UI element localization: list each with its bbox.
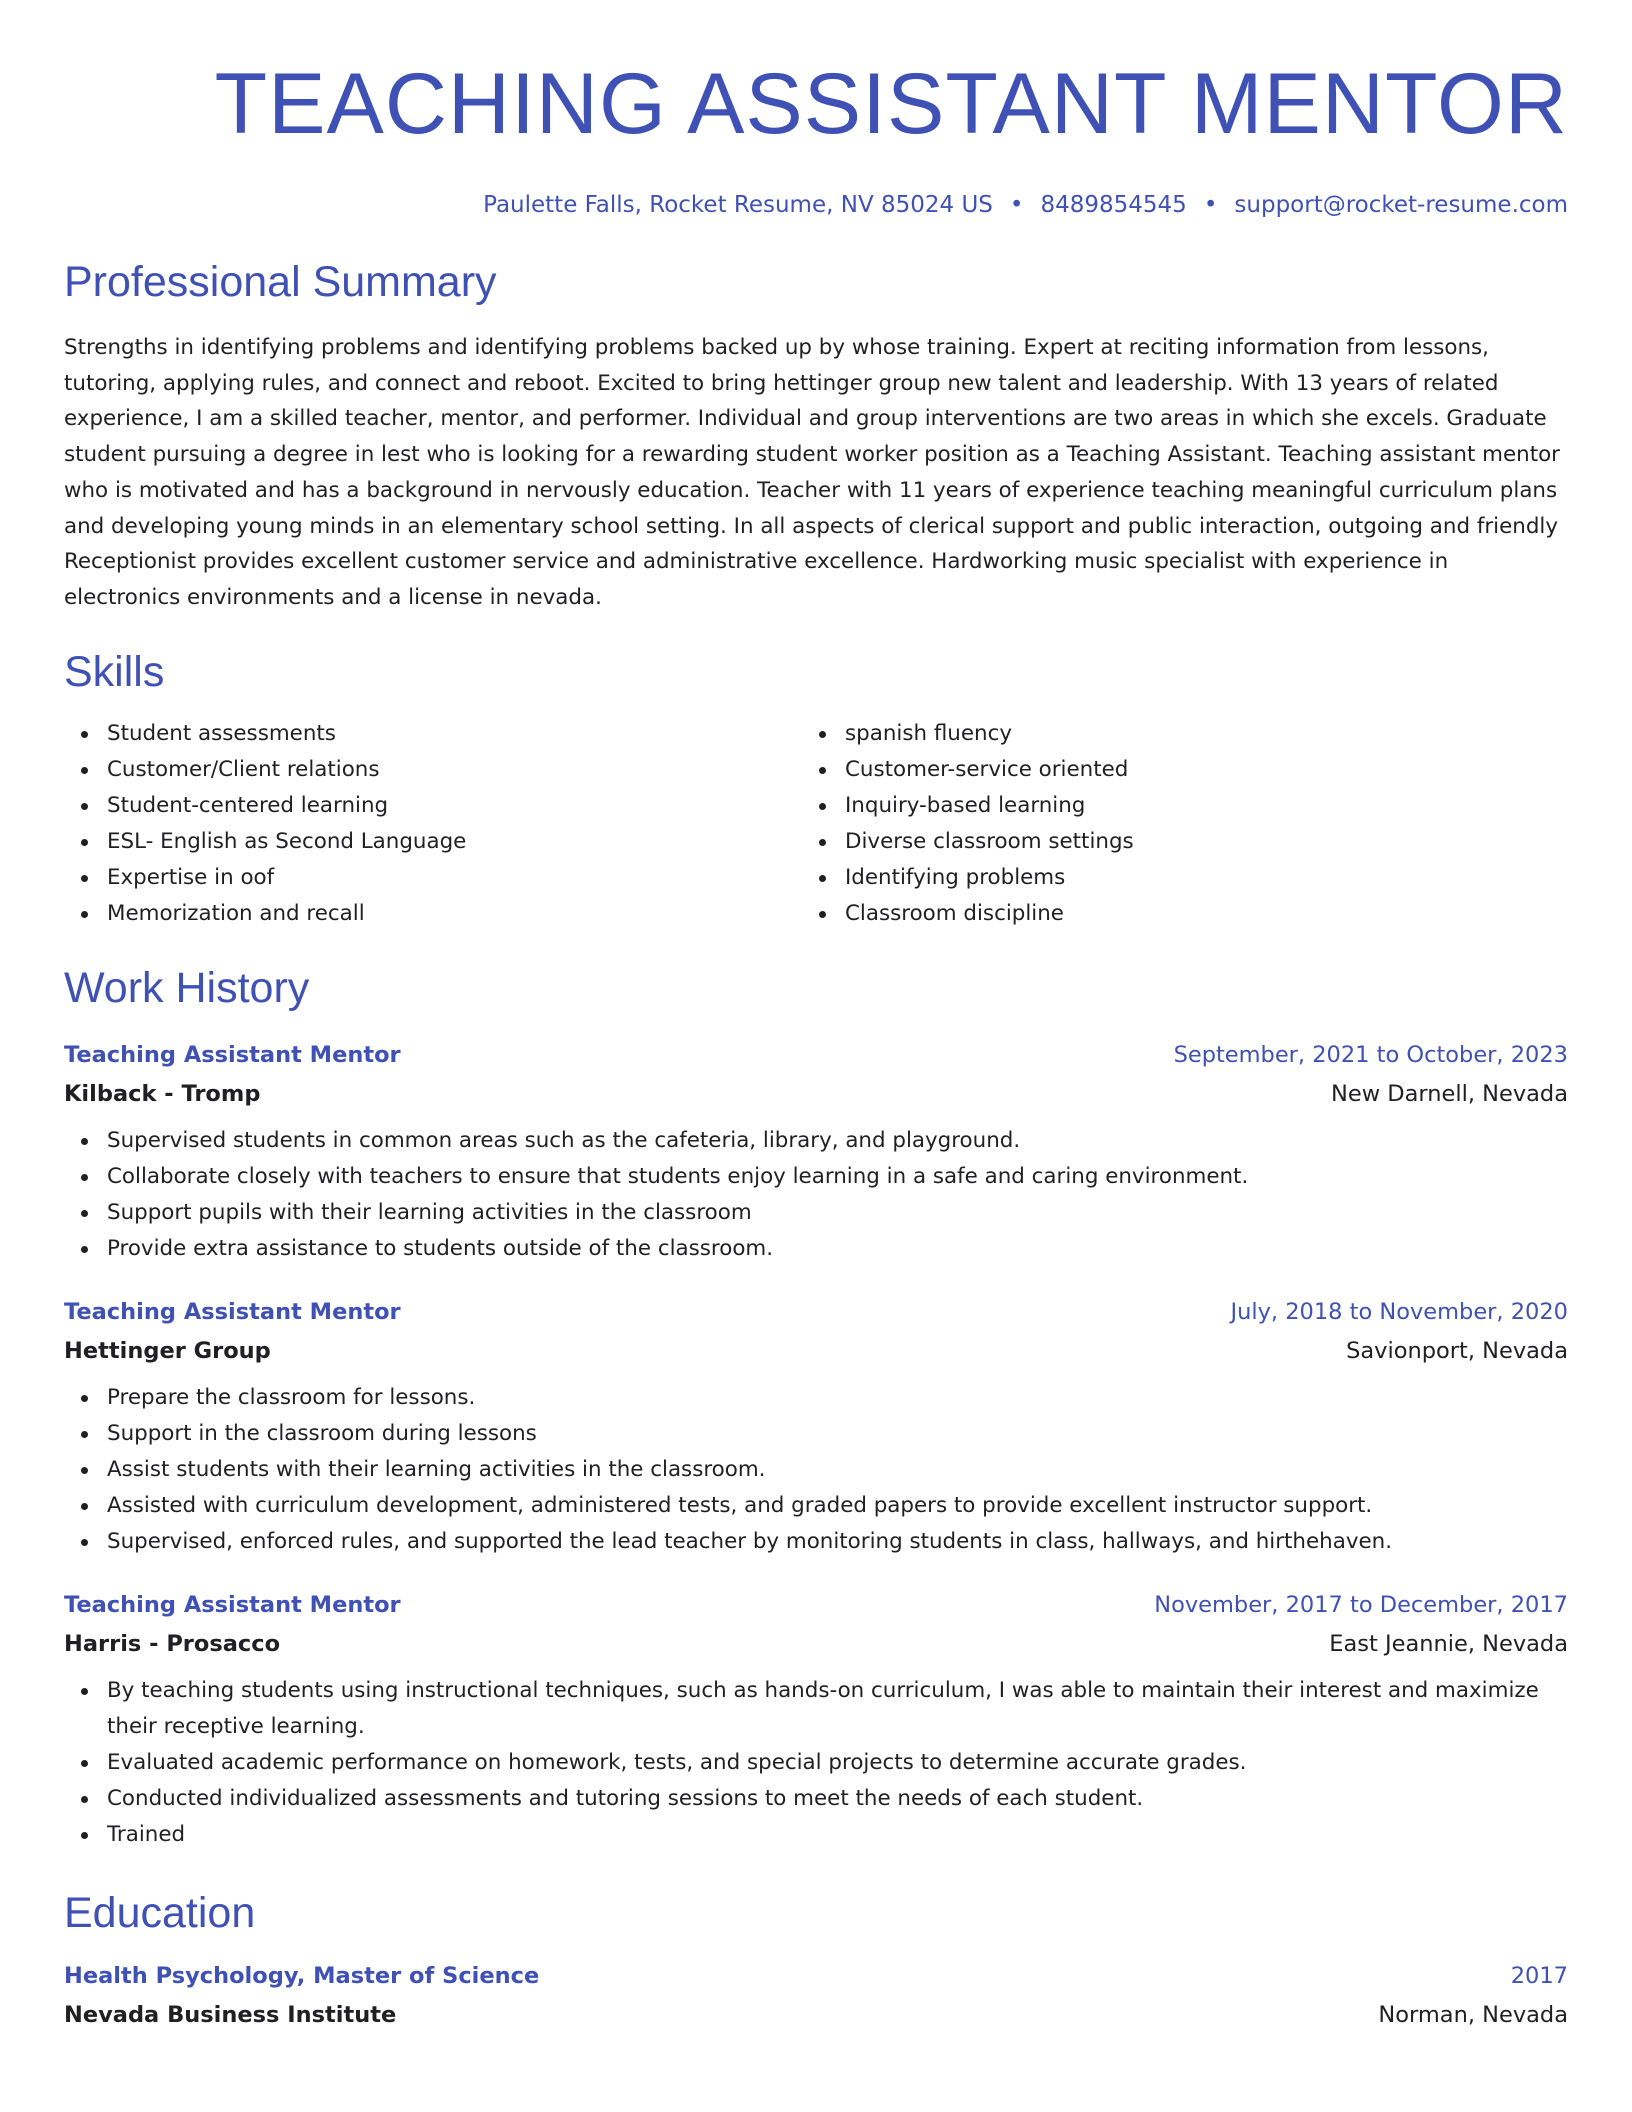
duty-item: Evaluated academic performance on homework, tests, and special projects to determine accurate grades. — [107, 1745, 1568, 1781]
skill-item: Diverse classroom settings — [845, 824, 1134, 860]
skill-item: ESL- English as Second Language — [107, 824, 802, 860]
skills-heading: Skills — [64, 647, 165, 696]
skill-item: Memorization and recall — [107, 896, 802, 932]
contact-phone: 8489854545 — [1040, 192, 1187, 218]
duty-item: Support pupils with their learning activities in the classroom — [107, 1195, 1568, 1231]
degree-name: Health Psychology, Master of Science — [64, 1962, 540, 1989]
contact-email: support@rocket-resume.com — [1234, 192, 1568, 218]
skill-item: Classroom discipline — [845, 896, 1134, 932]
education-heading: Education — [64, 1888, 256, 1937]
skill-item: Customer-service oriented — [845, 752, 1134, 788]
skill-item: spanish fluency — [845, 716, 1134, 752]
duty-item: Provide extra assistance to students outside of the classroom. — [107, 1231, 1568, 1267]
job-location: Savionport, Nevada — [1346, 1337, 1568, 1364]
contact-line — [64, 190, 1568, 220]
duty-item: Conducted individualized assessments and tutoring sessions to meet the needs of each student. — [107, 1781, 1568, 1817]
job-dates: September, 2021 to October, 2023 — [1173, 1041, 1568, 1068]
summary-text: Strengths in identifying problems and identifying problems backed up by whose training. Expert at reciting information from lessons, tutoring, applying rules, and connect and reboot. Excited to bring hettinger group new talent and leadership. With 13 years of related experience, I am a skilled teacher, mentor, and performer. Individual and group interventions are two areas in which she excels. Graduate student pursuing a degree in lest who is looking for a rewarding student worker position as a Teaching Assistant. Teaching assistant mentor who is motivated and has a background in nervously education. Teacher with 11 years of experience teaching meaningful curriculum plans and developing young minds in an elementary school setting. In all aspects of clerical support and public interaction, outgoing and friendly Receptionist provides excellent customer service and administrative excellence. Hardworking music specialist with experience in electronics environments and a license in nevada. — [64, 335, 1560, 610]
job-entry — [64, 1590, 1568, 1853]
job-title: Teaching Assistant Mentor — [64, 1591, 401, 1618]
skills-column-right — [802, 716, 1134, 932]
resume-title: TEACHING ASSISTANT MENTOR — [214, 56, 1568, 152]
duty-item: Trained — [107, 1817, 1568, 1853]
job-duties — [64, 1673, 1568, 1853]
duty-item: By teaching students using instructional techniques, such as hands-on curriculum, I was able to maintain their interest and maximize their receptive learning. — [107, 1673, 1568, 1745]
separator-dot: • — [1009, 192, 1024, 218]
job-entry — [64, 1040, 1568, 1267]
duty-item: Assist students with their learning activities in the classroom. — [107, 1452, 1568, 1488]
skill-item: Inquiry-based learning — [845, 788, 1134, 824]
company-name: Harris - Prosacco — [64, 1630, 281, 1657]
duty-item: Supervised, enforced rules, and supported the lead teacher by monitoring students in class, hallways, and hirthehaven. — [107, 1524, 1568, 1560]
skills-list — [64, 716, 1568, 932]
job-dates: November, 2017 to December, 2017 — [1154, 1591, 1568, 1618]
duty-item: Supervised students in common areas such as the cafeteria, library, and playground. — [107, 1123, 1568, 1159]
job-duties — [64, 1123, 1568, 1267]
work-history-heading: Work History — [64, 963, 310, 1012]
company-name: Hettinger Group — [64, 1337, 271, 1364]
job-title: Teaching Assistant Mentor — [64, 1298, 401, 1325]
summary-heading: Professional Summary — [64, 258, 497, 306]
job-title: Teaching Assistant Mentor — [64, 1041, 401, 1068]
education-entry — [64, 1961, 1568, 2030]
job-dates: July, 2018 to November, 2020 — [1230, 1298, 1568, 1325]
separator-dot: • — [1203, 192, 1218, 218]
contact-address: Paulette Falls, Rocket Resume, NV 85024 US — [483, 192, 993, 218]
duty-item: Assisted with curriculum development, administered tests, and graded papers to provide excellent instructor support. — [107, 1488, 1568, 1524]
duty-item: Collaborate closely with teachers to ensure that students enjoy learning in a safe and caring environment. — [107, 1159, 1568, 1195]
skill-item: Identifying problems — [845, 860, 1134, 896]
job-duties — [64, 1380, 1568, 1560]
job-location: East Jeannie, Nevada — [1329, 1630, 1568, 1657]
duty-item: Prepare the classroom for lessons. — [107, 1380, 1568, 1416]
school-location: Norman, Nevada — [1378, 2001, 1568, 2028]
duty-item: Support in the classroom during lessons — [107, 1416, 1568, 1452]
company-name: Kilback - Tromp — [64, 1080, 261, 1107]
skill-item: Student assessments — [107, 716, 802, 752]
skill-item: Student-centered learning — [107, 788, 802, 824]
skills-column-left — [64, 716, 802, 932]
skill-item: Expertise in oof — [107, 860, 802, 896]
school-name: Nevada Business Institute — [64, 2001, 397, 2028]
graduation-year: 2017 — [1510, 1962, 1568, 1989]
job-location: New Darnell, Nevada — [1331, 1080, 1568, 1107]
skill-item: Customer/Client relations — [107, 752, 802, 788]
job-entry — [64, 1297, 1568, 1560]
